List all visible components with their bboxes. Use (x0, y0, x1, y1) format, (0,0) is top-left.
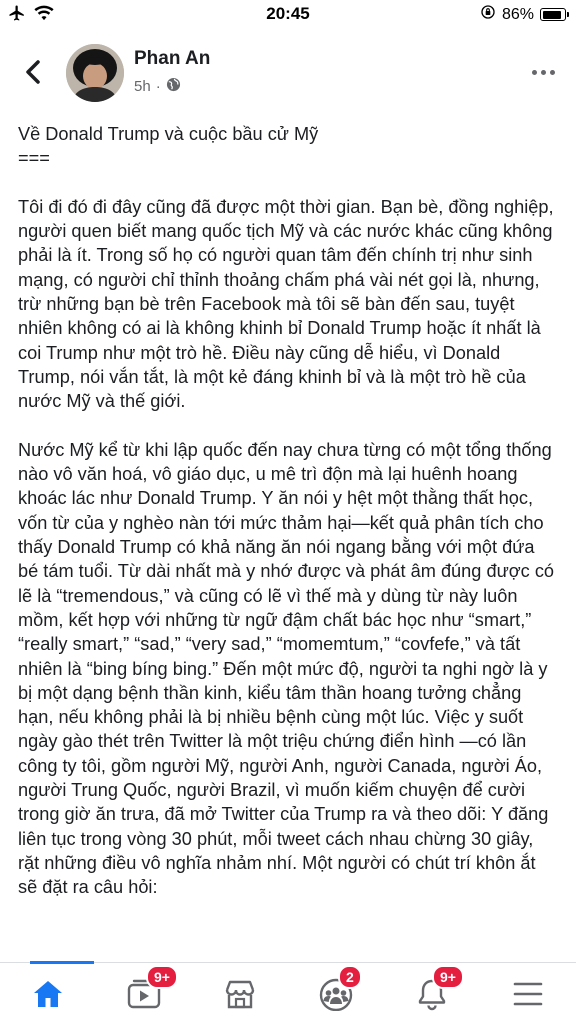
avatar[interactable] (66, 44, 124, 102)
more-dot (550, 70, 555, 75)
more-options-button[interactable] (528, 60, 558, 84)
post-header (0, 38, 576, 110)
tab-home[interactable] (0, 963, 96, 1024)
post-meta (134, 77, 181, 96)
menu-icon (512, 980, 544, 1008)
tab-bar (0, 962, 576, 1024)
home-icon (31, 978, 65, 1010)
more-dot (532, 70, 537, 75)
more-dot (541, 70, 546, 75)
back-button[interactable] (18, 56, 48, 88)
post-body (18, 122, 558, 924)
tab-menu[interactable] (480, 963, 576, 1024)
status-time: 20:45 (266, 4, 310, 23)
post-title-line: Về Donald Trump và cuộc bầu cử Mỹ (18, 124, 319, 144)
meta-separator: · (155, 78, 161, 95)
status-bar (0, 0, 576, 30)
post-title-underline: === (18, 148, 50, 169)
tab-watch[interactable] (96, 963, 192, 1024)
battery-icon (540, 8, 566, 21)
post-title (18, 122, 558, 171)
tab-groups[interactable] (288, 963, 384, 1024)
watch-badge: 9+ (146, 965, 178, 989)
post-time[interactable]: 5h (134, 78, 151, 95)
post-paragraph: Nước Mỹ kể từ khi lập quốc đến nay chưa từng có một tổng thống nào vô văn hoá, vô giáo dục, u mê trì độn mà lại huênh hoang khoác lác như Donald Trump. Y ăn nói y hệt một thằng thất học, vốn từ của y nghèo nàn tới mức thảm hại—kết quả phân tích cho thấy Donald Trump có khả năng ăn nói ngang bằng với một đứa bé tám tuổi. Từ dài nhất mà y nhớ được và phát âm đúng được có lẽ là “tremendous,” và cũng có lẽ vì thế mà y dùng từ này luôn mồm, kết hợp với những từ ngữ đậm chất bác học như “smart,” “really smart,” “sad,” “very sad,” “momemtum,” “covfefe,” và tất nhiên là “bing bíng bing.” Đến một mức độ, người ta nghi ngờ là y bị một dạng bệnh thần kinh, kiểu tâm thần hoang tưởng chẳng hạn, nếu không phải là bị nhiều bệnh cùng một lúc. Việc y suốt ngày gào thét trên Twitter là một triệu chứng điển hình —có lần công ty tôi, gồm người Mỹ, người Anh, người Canada, người Áo, người Trung Quốc, người Brazil, vì muốn kiếm chuyện để cười trong giờ ăn trưa, đã mở Twitter của Trump ra và theo dõi: Y đăng liên tục trong vòng 30 phút, mỗi tweet cách nhau chừng 30 giây, rặt những điều vô nghĩa nhảm nhí. Một người có chút trí khôn ắt sẽ đặt ra câu hỏi: (18, 439, 555, 898)
tab-marketplace[interactable] (192, 963, 288, 1024)
author-name[interactable]: Phan An (134, 48, 211, 69)
chevron-left-icon (24, 59, 42, 85)
battery-percent: 86% (501, 5, 534, 23)
battery-level (543, 11, 561, 19)
marketplace-icon (223, 978, 257, 1010)
post-paragraph: Tôi đi đó đi đây cũng đã được một thời gian. Bạn bè, đồng nghiệp, người quen biết mang quốc tịch Mỹ và các nước khác cũng không phải là ít. Trong số họ có người quan tâm đến chính trị như sinh mạng, có người chỉ thỉnh thoảng chấm phá vài nét gọi là, nhưng, trừ những bạn bè trên Facebook mà tôi sẽ bàn đến sau, tuyệt nhiên không có ai là không khinh bỉ Donald Trump hoặc ít nhất là coi Trump như một trò hề. Điều này cũng dễ hiểu, vì Donald Trump, nói vắn tắt, là một kẻ đáng khinh bỉ và là một trò hề của nước Mỹ và thế giới. (18, 196, 554, 412)
tab-notifications[interactable] (384, 963, 480, 1024)
orientation-lock-icon (480, 4, 496, 25)
status-right (480, 4, 566, 25)
groups-badge: 2 (338, 965, 362, 989)
globe-icon (166, 77, 181, 96)
notifications-badge: 9+ (432, 965, 464, 989)
